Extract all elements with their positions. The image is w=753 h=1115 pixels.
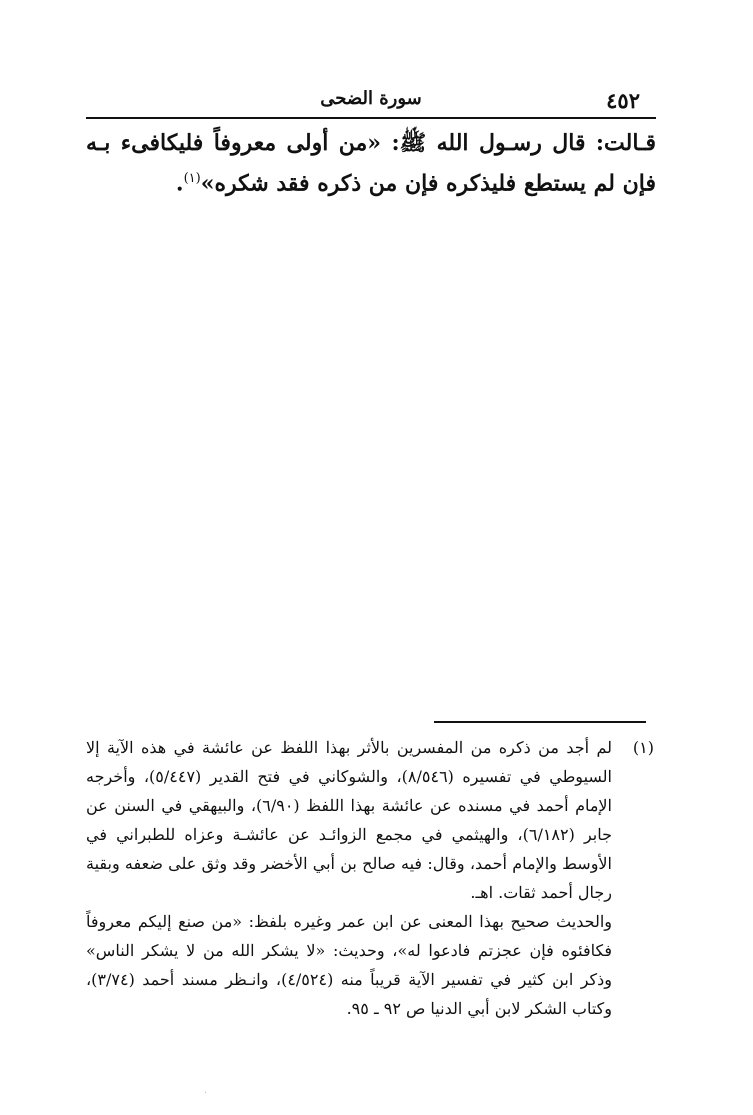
main-text: قـالت: قال رسـول الله ﷺ: «من أولى معروفاً فليكافىء بـه فإن لم يستطع فليذكره فإن من ذكره فقد شكره» [86,130,656,197]
main-paragraph: قـالت: قال رسـول الله ﷺ: «من أولى معروفاً فليكافىء بـه فإن لم يستطع فليذكره فإن من ذكره فقد شكره»$^{(١)}$. [86,130,656,197]
footnote [86,733,654,1023]
page-number: ٤٥٢ [606,88,640,113]
footnote-body [86,733,612,1023]
footnote-paragraph: والحديث صحيح بهذا المعنى عن ابن عمر وغيره بلفظ: «من صنع إليكم معروفاً فكافئوه فإن عجزتم فادعوا له»، وحديث: «لا يشكر الله من لا يشكر الناس» وذكر ابن كثير في تفسير الآية قريباً منه (٤/٥٢٤)، وانـظر مسند أحمد (٣/٧٤)، وكتاب الشكر لابن أبي الدنيا ص ٩٢ ـ ٩٥. [86,912,612,1018]
header-rule [86,117,656,119]
footnote-reference: (١) [183,171,201,186]
footnote-number: (١) [632,738,654,757]
footnote-paragraph: لم أجد من ذكره من المفسرين بالأثر بهذا اللفظ عن عائشة في هذه الآية إلا السيوطي في تفسيره (٨/٥٤٦)، والشوكاني في فتح القدير (٥/٤٤٧)، وأخرجه الإمام أحمد في مسنده عن عائشة بهذا اللفظ (٦/٩٠)، والبيهقي في السنن عن جابر (٦/١٨٢)، والهيثمي في مجمع الزوائـد عن عائشـة وعزاه للطبراني في الأوسط والإمام أحمد، وقال: فيه صالح بن أبي الأخضر وقد وثق على ضعفه وبقية رجال أحمد ثقات. اهـ. [86,738,613,902]
footnote-separator [434,721,646,723]
scan-speck: · [204,1088,208,1099]
surah-title: سورة الضحى [320,88,422,109]
page-header [86,82,656,114]
footnotes [86,733,654,1023]
